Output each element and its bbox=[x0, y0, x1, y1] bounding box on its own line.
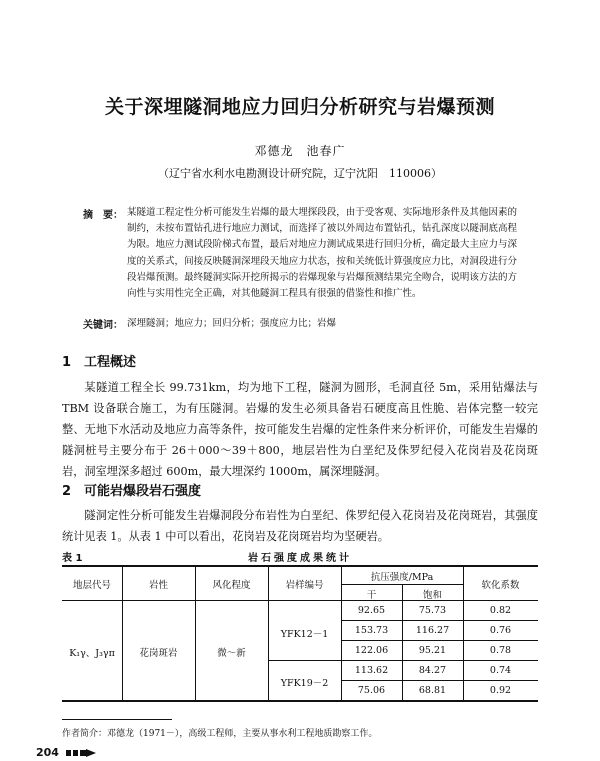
table-cell-softening: 0.92 bbox=[489, 685, 512, 696]
section-1-heading bbox=[62, 351, 136, 370]
table-cell-softening: 0.74 bbox=[489, 665, 512, 676]
table-row-rule bbox=[341, 680, 538, 681]
footnote: 作者简介：邓德龙（1971－），高级工程师，主要从事水利工程地质勘察工作。 bbox=[62, 729, 378, 739]
table-cell-dry: 75.06 bbox=[357, 685, 386, 696]
section-2-heading bbox=[62, 480, 201, 499]
table-cell-softening: 0.78 bbox=[489, 645, 512, 656]
table-header-rock: 岩性 bbox=[148, 580, 168, 591]
table-cell-saturated: 68.81 bbox=[418, 685, 447, 696]
table-cell-sample: YFK19－2 bbox=[280, 678, 329, 689]
keywords-text: 深埋隧洞；地应力；回归分析；强度应力比；岩爆 bbox=[127, 318, 337, 329]
section-1-number: 1 bbox=[62, 355, 72, 370]
section-2-title: 可能岩爆段岩石强度 bbox=[84, 484, 202, 499]
table-cell-stratum: K₁γ、J₃γπ bbox=[69, 648, 115, 659]
table-header-softening: 软化系数 bbox=[481, 580, 520, 591]
affiliation: （辽宁省水利水电勘测设计研究院，辽宁沈阳 110006） bbox=[158, 167, 442, 180]
table-cell-softening: 0.76 bbox=[489, 625, 512, 636]
table-cell-softening: 0.82 bbox=[489, 605, 512, 616]
footnote-divider bbox=[62, 719, 172, 720]
section-2-paragraph: 隧洞定性分析可能发生岩爆洞段分布岩性为白垩纪、侏罗纪侵入花岗岩及花岗斑岩，其强度统计见表 1。从表 1 中可以看出，花岗岩及花岗斑岩均为坚硬岩。 bbox=[62, 509, 538, 543]
table-cell-dry: 113.62 bbox=[354, 665, 389, 676]
table-label: 表 1 bbox=[62, 553, 83, 564]
page-arrow-icon bbox=[66, 749, 96, 757]
table-row-rule bbox=[341, 620, 538, 621]
table-cell-weathering: 微～新 bbox=[217, 648, 246, 659]
abstract-text: 某隧道工程定性分析可能发生岩爆的最大埋探段段，由于受客观、实际地形条件及其他因素的制约，未按布置钻孔进行地应力测试，而选择了被以外周边布置钻孔，钻孔深度以隧洞底高程为限。地应力测试段阶梯式布置，最后对地应力测试成果进行回归分析，确定最大主应力与深度的关系式，间接反映隧洞深埋段天地应力状态，按和关统低计算强度应力比，对洞段进行分段岩爆预测。最终隧洞实际开挖所揭示的岩爆现象与岩爆预测结果完全吻合，说明该方法的方向性与实用性完全正确，对其他隧洞工程具有很强的借鉴性和推广性。 bbox=[127, 207, 517, 300]
table-bottom-rule bbox=[62, 700, 538, 702]
table-header-stratum: 地层代号 bbox=[72, 580, 111, 591]
table-cell-saturated: 95.21 bbox=[418, 645, 447, 656]
table-header-rule bbox=[62, 600, 538, 601]
table-title: 岩石强度成果统计 bbox=[248, 553, 352, 564]
table-col-rule bbox=[402, 584, 403, 701]
table-cell-sample: YFK12－1 bbox=[280, 629, 329, 640]
table-header-sample: 岩样编号 bbox=[285, 580, 324, 591]
table-header-weathering: 风化程度 bbox=[212, 580, 251, 591]
table-cell-dry: 153.73 bbox=[354, 625, 389, 636]
table-header-dry: 干 bbox=[366, 590, 377, 601]
section-1-paragraph: 某隧道工程全长 99.731km，均为地下工程，隧洞为圆形，毛洞直径 5m，采用钻爆法与 TBM 设备联合施工，为有压隧洞。岩爆的发生必须具备岩石硬度高且性脆、岩体完整一较完整、无地下水活动及地应力高等条件，按可能发生岩爆的定性条件来分析评价，可能发生岩爆的隧洞桩号主要分布于 26＋000～39＋800，地层岩性为白垩纪及侏罗纪侵入花岗岩及花岗斑岩，洞室埋深多超过 600m，最大埋深约 1000m，属深埋隧洞。 bbox=[62, 381, 538, 478]
page-number: 204 bbox=[36, 746, 59, 759]
paper-title: 关于深埋隧洞地应力回归分析研究与岩爆预测 bbox=[104, 96, 495, 118]
section-1-title: 工程概述 bbox=[84, 355, 137, 370]
table-header-strength: 抗压强度/MPa bbox=[370, 572, 434, 583]
table-top-rule bbox=[62, 565, 538, 567]
authors: 邓德龙 池春广 bbox=[254, 144, 346, 158]
keywords-label: 关键词： bbox=[83, 320, 123, 331]
table-row-rule bbox=[341, 640, 538, 641]
table-header-saturated: 饱和 bbox=[422, 590, 442, 601]
section-2-number: 2 bbox=[62, 484, 72, 499]
table-cell-dry: 122.06 bbox=[354, 645, 389, 656]
abstract-label: 摘 要： bbox=[83, 210, 123, 221]
table-group-rule bbox=[268, 660, 538, 661]
table-cell-saturated: 84.27 bbox=[418, 665, 447, 676]
table-cell-rock: 花岗斑岩 bbox=[139, 648, 178, 659]
table-cell-saturated: 75.73 bbox=[418, 605, 447, 616]
table-cell-dry: 92.65 bbox=[357, 605, 386, 616]
table-cell-saturated: 116.27 bbox=[415, 625, 450, 636]
